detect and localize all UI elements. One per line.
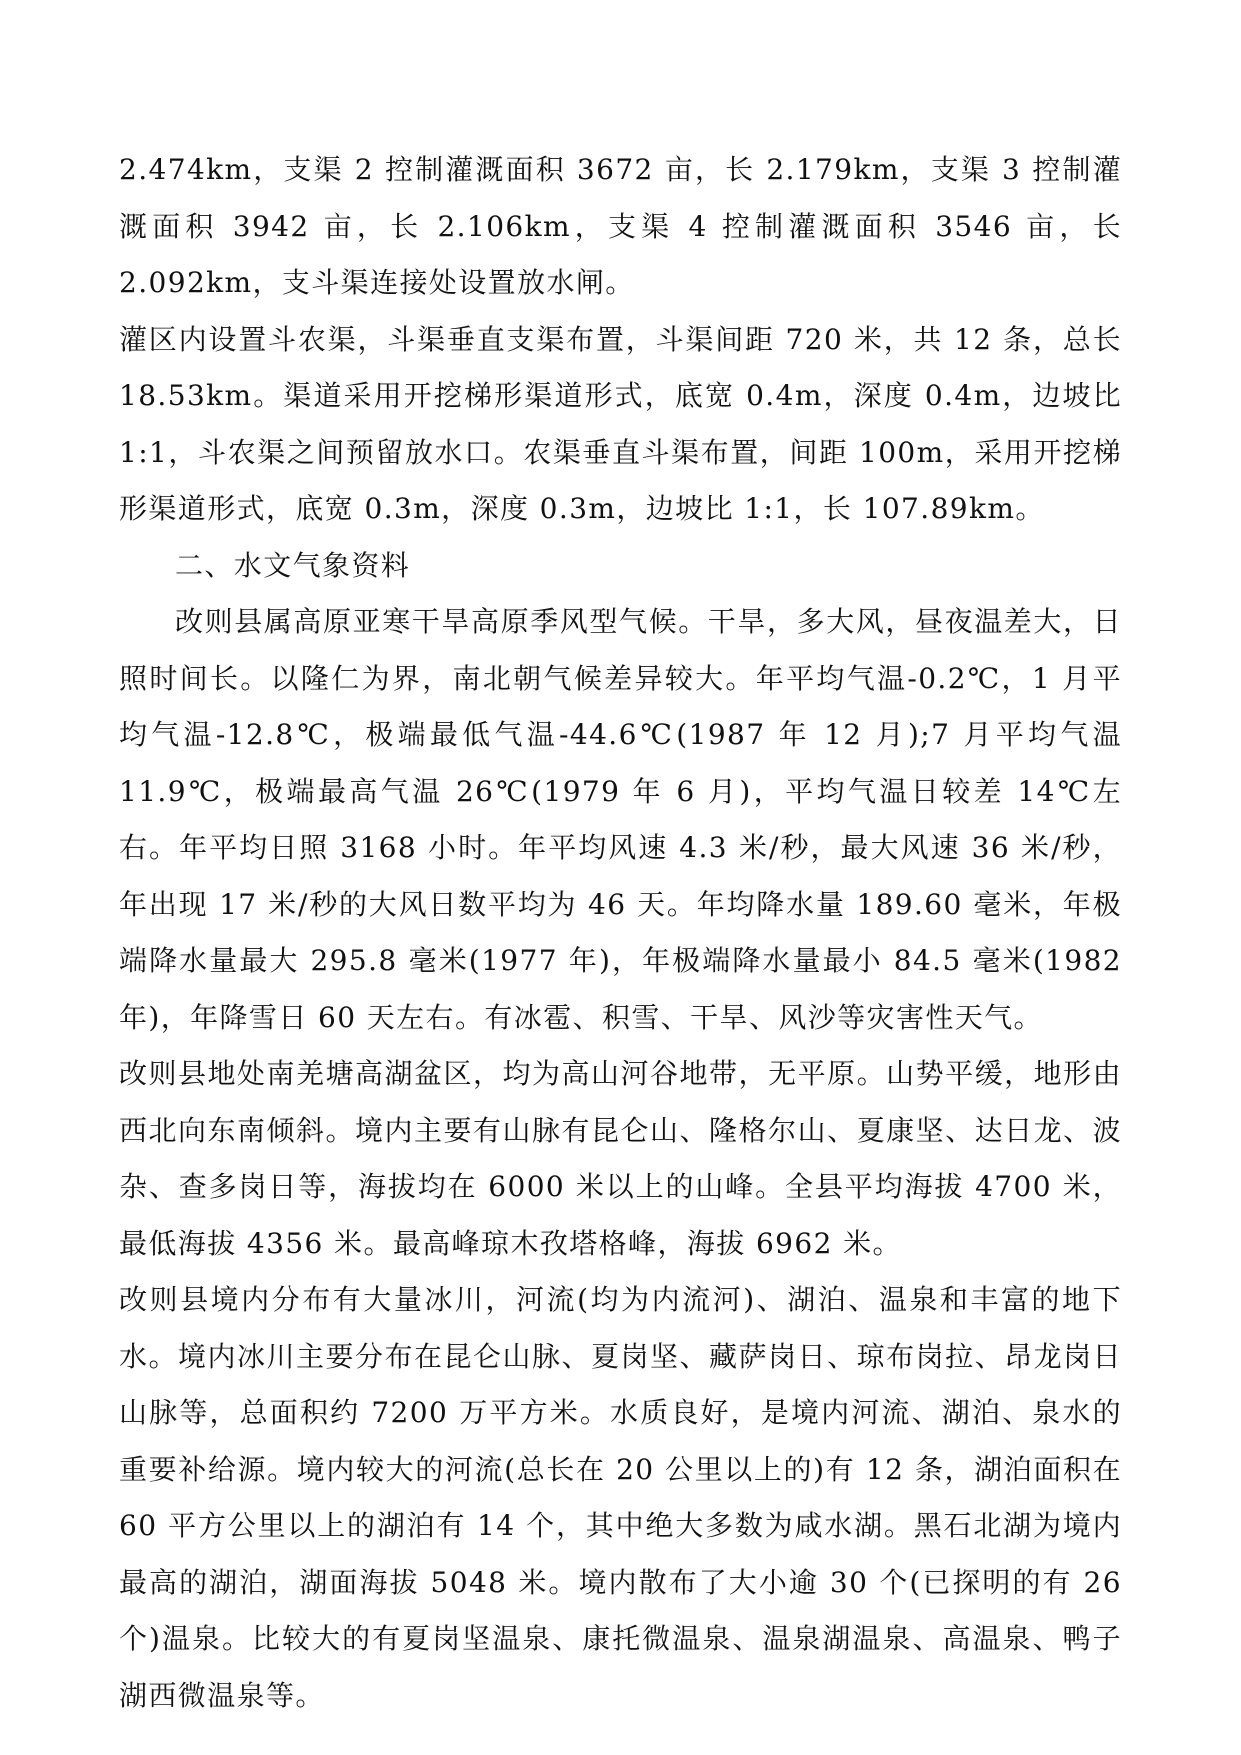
paragraph-terrain: 改则县地处南羌塘高湖盆区，均为高山河谷地带，无平原。山势平缓，地形由西北向东南倾斜。境内主要有山脉有昆仑山、隆格尔山、夏康坚、达日龙、波杂、查多岗日等，海拔均在 6000 米以上的山峰。全县平均海拔 4700 米，最低海拔 4356 米。最高峰琼木孜塔格峰，海拔 6962 米。: [119, 1057, 1122, 1260]
section-heading-hydrology-meteorology: 二、水文气象资料: [175, 548, 411, 582]
paragraph-climate: 改则县属高原亚寒干旱高原季风型气候。干旱，多大风，昼夜温差大，日照时间长。以隆仁为界，南北朝气候差异较大。年平均气温-0.2℃，1 月平均气温-12.8℃，极端最低气温-44.6℃(1987 年 12 月);7 月平均气温 11.9℃，极端最高气温 26℃(1979 年 6 月)，平均气温日较差 14℃左右。年平均日照 3168 小时。年平均风速 4.3 米/秒，最大风速 36 米/秒，年出现 17 米/秒的大风日数平均为 46 天。年均降水量 189.60 毫米，年极端降水量最大 295.8 毫米(1977 年)，年极端降水量最小 84.5 毫米(1982 年)，年降雪日 60 天左右。有冰雹、积雪、干旱、风沙等灾害性天气。: [119, 605, 1122, 1034]
paragraph-field-canals: 灌区内设置斗农渠，斗渠垂直支渠布置，斗渠间距 720 米，共 12 条，总长 18.53km。渠道采用开挖梯形渠道形式，底宽 0.4m，深度 0.4m，边坡比 1:1，斗农渠之间预留放水口。农渠垂直斗渠布置，间距 100m，采用开挖梯形渠道形式，底宽 0.3m，深度 0.3m，边坡比 1:1，长 107.89km。: [119, 322, 1122, 525]
document-body: [119, 142, 1122, 1724]
paragraph-branch-canals: 2.474km，支渠 2 控制灌溉面积 3672 亩，长 2.179km，支渠 3 控制灌溉面积 3942 亩，长 2.106km，支渠 4 控制灌溉面积 3546 亩，长 2.092km，支斗渠连接处设置放水闸。: [119, 153, 1122, 299]
paragraph-water-resources: 改则县境内分布有大量冰川，河流(均为内流河)、湖泊、温泉和丰富的地下水。境内冰川主要分布在昆仑山脉、夏岗坚、藏萨岗日、琼布岗拉、昂龙岗日山脉等，总面积约 7200 万平方米。水质良好，是境内河流、湖泊、泉水的重要补给源。境内较大的河流(总长在 20 公里以上的)有 12 条，湖泊面积在 60 平方公里以上的湖泊有 14 个，其中绝大多数为咸水湖。黑石北湖为境内最高的湖泊，湖面海拔 5048 米。境内散布了大小逾 30 个(已探明的有 26 个)温泉。比较大的有夏岗坚温泉、康托微温泉、温泉湖温泉、高温泉、鸭子湖西微温泉等。: [119, 1283, 1122, 1712]
